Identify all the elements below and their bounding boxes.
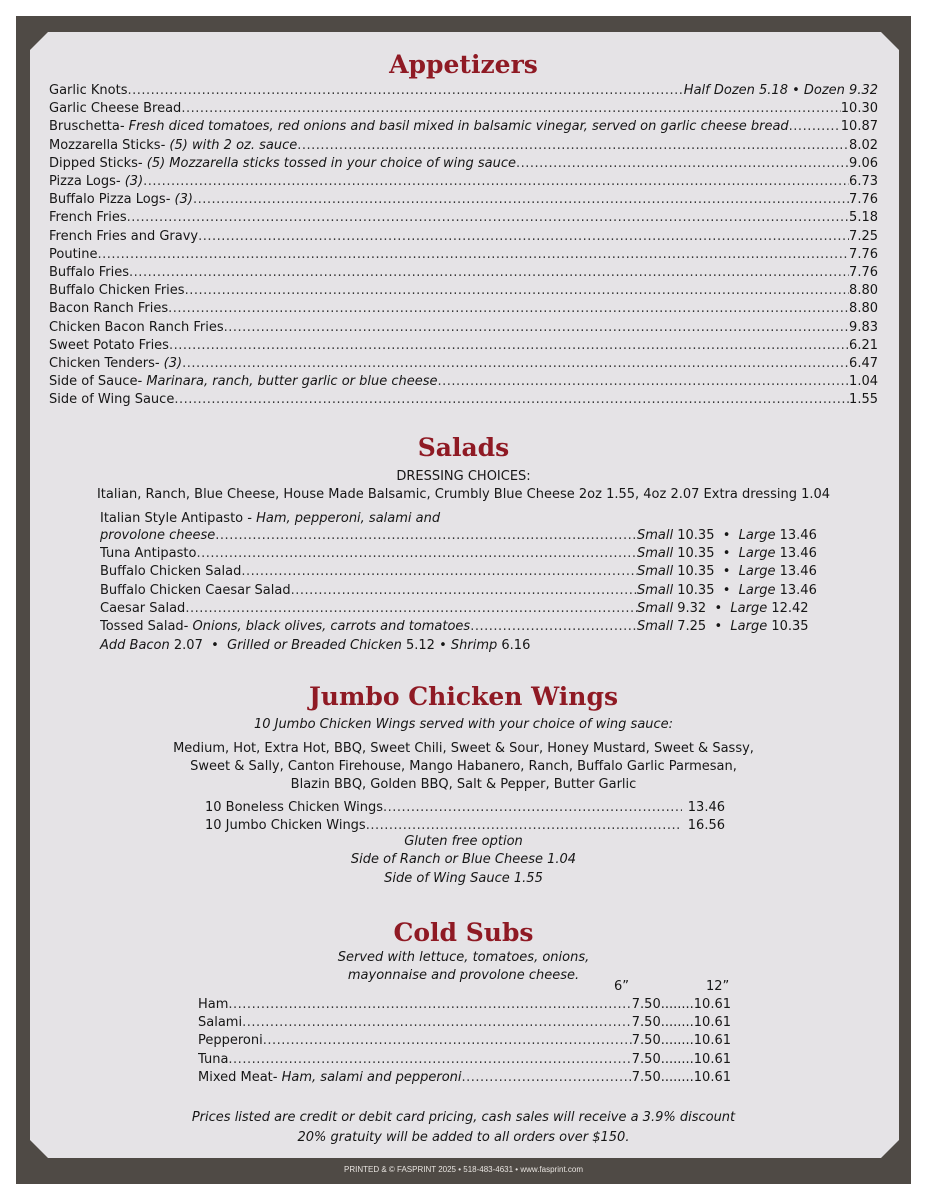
leader-dots [182,356,849,371]
item-name: Poutine [49,246,98,262]
leader-dots [366,818,682,833]
twelve-inch-price: 10.61 [693,997,731,1012]
salad-prices: Small 10.35 • Large 13.46 [637,564,817,580]
salad-addons: Add Bacon 2.07 • Grilled or Breaded Chicken 5.12 • Shrimp 6.16 [100,638,531,653]
wings-sauces-line2: Sweet & Sally, Canton Firehouse, Mango Habanero, Ranch, Buffalo Garlic Parmesan, [190,759,737,774]
addon-shrimp-price: 6.16 [501,638,531,653]
leader-dots [228,1052,631,1067]
appetizer-row [49,283,878,301]
large-price: 13.46 [779,528,817,543]
item-description: - (3) [115,174,144,189]
large-label: Large [738,528,776,543]
salad-prices: Small 10.35 • Large 13.46 [637,528,817,543]
item-name: 10 Jumbo Chicken Wings [205,818,366,834]
item-name: Tuna Antipasto [100,546,197,562]
antipasto-title [100,511,440,526]
leader-dots [215,528,637,543]
item-price: 8.80 [849,283,878,299]
leader-dots: ........ [660,997,694,1012]
leader-dots [516,156,849,171]
small-price: 10.35 [677,528,715,543]
small-label: Small [637,528,674,543]
item-description: - (3) [154,356,183,371]
wing-row [205,800,725,818]
appetizer-row [49,138,878,156]
leader-dots [127,83,683,98]
salad-prices: Small 10.35 • Large 13.46 [637,582,817,598]
leader-dots: ........ [660,1051,694,1067]
leader-dots [224,320,849,335]
dressing-heading: DRESSING CHOICES: [396,469,531,484]
leader-dots [129,265,849,280]
salad-prices: Small 10.35 • Large 13.46 [637,546,817,562]
dressing-list: Italian, Ranch, Blue Cheese, House Made Balsamic, Crumbly Blue Cheese 2oz 1.55, 4oz 2.07 Extra dressing 1.04 [96,487,831,502]
item-name: Buffalo Pizza Logs [49,192,166,208]
large-price: 12.42 [771,600,809,616]
addon-shrimp-label: Shrimp [450,638,498,653]
item-name: Buffalo Chicken Fries [49,283,185,299]
addon-chicken-price: 5.12 [405,638,435,653]
small-label: Small [637,619,674,634]
item-description: - Fresh diced tomatoes, red onions and basil mixed in balsamic vinegar, served on garlic cheese bread [119,119,789,135]
item-price: 9.06 [849,155,878,171]
salads-title: Salads [417,433,510,462]
appetizer-row [49,174,878,192]
item-name: Dipped Sticks [49,155,138,171]
item-name: 10 Boneless Chicken Wings [205,800,384,815]
item-name: Side of Wing Sauce [49,392,175,408]
small-label: Small [637,600,674,616]
leader-dots [127,210,849,225]
salad-row [100,619,830,637]
large-price: 13.46 [779,546,817,562]
sub-row [198,1033,731,1051]
leader-dots [174,392,849,407]
item-name: Buffalo Chicken Salad [100,564,242,580]
addon-bacon-label: Add Bacon [100,638,170,653]
item-price: 8.80 [849,301,878,317]
leader-dots [168,301,849,316]
appetizer-row [49,229,878,247]
item-price: 6.73 [849,174,878,189]
appetizer-row [49,192,878,210]
wings-gluten-free: Gluten free option [404,834,523,849]
twelve-inch-price: 10.61 [693,1051,731,1067]
large-label: Large [738,546,776,562]
item-name: Salami [198,1015,243,1031]
six-inch-price: 7.50 [631,997,661,1012]
item-name: Mixed Meat [198,1069,273,1085]
small-price: 9.32 [677,600,707,616]
item-name: Chicken Bacon Ranch Fries [49,319,224,335]
gratuity-note: 20% gratuity will be added to all orders over $150. [297,1130,630,1145]
item-description: - (3) [165,192,193,208]
item-price: 7.76 [849,192,878,208]
leader-dots: ........ [660,1069,694,1085]
leader-dots [169,338,849,353]
leader-dots [185,283,849,298]
leader-dots [438,374,850,389]
large-price: 13.46 [779,564,817,580]
wings-sauces-line3: Blazin BBQ, Golden BBQ, Salt & Pepper, Butter Garlic [290,777,637,792]
leader-dots [242,1015,632,1030]
six-inch-price: 7.50 [631,1051,661,1067]
size-12-label: 12” [706,979,730,994]
item-price: 16.56 [687,818,725,834]
item-name: Mozzarella Sticks [49,137,161,153]
appetizer-row [49,374,878,392]
leader-dots [193,192,849,207]
item-price: 1.55 [849,392,878,408]
cold-subs-title: Cold Subs [393,918,534,947]
leader-dots [297,138,849,153]
item-description: - (5) Mozzarella sticks tossed in your choice of wing sauce [137,155,517,171]
item-name: Pizza Logs [49,174,116,189]
small-price: 10.35 [677,546,715,562]
item-name: Pepperoni [198,1033,263,1049]
wings-sauces-line1: Medium, Hot, Extra Hot, BBQ, Sweet Chili, Sweet & Sour, Honey Mustard, Sweet & Sassy, [173,741,754,756]
appetizer-row [49,247,878,265]
item-description: - (5) with 2 oz. sauce [160,137,298,153]
small-label: Small [637,564,674,580]
appetizer-row [49,392,878,410]
item-description: - Onions, black olives, carrots and tomatoes [183,619,471,634]
leader-dots [228,997,631,1012]
large-label: Large [730,619,768,634]
leader-dots: ........ [660,1015,694,1031]
twelve-inch-price: 10.61 [693,1069,731,1085]
sub-row [198,1070,731,1088]
item-name: French Fries and Gravy [49,228,199,244]
leader-dots [383,800,682,815]
sub-row [198,997,731,1015]
leader-dots [143,174,849,189]
item-name: French Fries [49,210,127,226]
item-name: Buffalo Fries [49,265,130,280]
large-price: 13.46 [779,582,817,598]
salad-prices: Small 7.25 • Large 10.35 [637,619,809,634]
pricing-note: Prices listed are credit or debit card pricing, cash sales will receive a 3.9% discount [191,1110,736,1125]
cold-subs-subtitle-2: mayonnaise and provolone cheese. [347,968,580,983]
item-price: 13.46 [687,800,725,815]
item-price: 10.87 [840,119,878,135]
item-price: 7.76 [849,265,878,280]
item-description: - Ham, salami and pepperoni [272,1069,462,1085]
salad-row [100,564,830,582]
item-price: Half Dozen 5.18 • Dozen 9.32 [683,83,878,98]
wings-title: Jumbo Chicken Wings [308,682,619,711]
item-name: Ham [198,997,229,1012]
sub-row [198,1015,731,1033]
leader-dots [470,619,637,634]
salad-row [100,528,830,546]
item-price: 10.30 [840,101,878,117]
leader-dots [196,546,637,561]
leader-dots [462,1070,632,1085]
salad-row [100,583,830,601]
antipasto-desc: - Ham, pepperoni, salami and [243,511,441,526]
item-name: Bruschetta [49,119,120,135]
item-name: Bacon Ranch Fries [49,301,169,317]
item-price: 6.47 [849,356,878,371]
twelve-inch-price: 10.61 [693,1033,731,1049]
appetizer-row [49,210,878,228]
small-price: 10.35 [677,582,715,598]
appetizer-row [49,265,878,283]
addon-chicken-label: Grilled or Breaded Chicken [227,638,402,653]
leader-dots [241,564,637,579]
small-price: 10.35 [677,564,715,580]
appetizer-row [49,101,878,119]
addon-bacon-price: 2.07 [173,638,203,653]
item-name: Tuna [198,1051,229,1067]
sub-row [198,1052,731,1070]
salad-row [100,546,830,564]
appetizer-row [49,301,878,319]
wings-side-ranch: Side of Ranch or Blue Cheese 1.04 [350,852,577,867]
leader-dots [198,229,849,244]
appetizer-row [49,156,878,174]
item-name: Buffalo Chicken Caesar Salad [100,582,291,598]
leader-dots [181,101,840,116]
large-label: Large [738,564,776,580]
small-price: 7.25 [677,619,707,634]
appetizer-row [49,83,878,101]
item-description: provolone cheese [100,528,216,543]
leader-dots [789,119,841,134]
item-price: 6.21 [849,337,878,353]
wings-subtitle: 10 Jumbo Chicken Wings served with your choice of wing sauce: [253,717,674,732]
item-name: Tossed Salad [100,619,184,634]
appetizer-row [49,356,878,374]
item-name: Chicken Tenders [49,356,155,371]
leader-dots [291,583,637,598]
item-name: Caesar Salad [100,600,186,616]
printer-footer: PRINTED & © FASPRINT 2025 • 518-483-4631 • www.fasprint.com [344,1165,583,1174]
leader-dots: ........ [660,1033,694,1049]
appetizer-row [49,119,878,137]
small-label: Small [637,546,674,562]
large-label: Large [738,582,776,598]
cold-subs-subtitle-1: Served with lettuce, tomatoes, onions, [337,950,590,965]
twelve-inch-price: 10.61 [693,1015,731,1031]
leader-dots [98,247,850,262]
salad-row [100,601,830,619]
appetizer-row [49,338,878,356]
wings-side-sauce: Side of Wing Sauce 1.55 [384,871,543,886]
item-price: 9.83 [849,319,878,335]
appetizers-title: Appetizers [389,50,538,79]
item-price: 8.02 [849,137,878,153]
six-inch-price: 7.50 [631,1033,661,1049]
six-inch-price: 7.50 [631,1069,661,1085]
size-6-label: 6” [614,979,630,994]
salad-prices: Small 9.32 • Large 12.42 [637,600,809,616]
item-price: 5.18 [849,210,878,226]
item-description: - Marinara, ranch, butter garlic or blue cheese [137,374,438,390]
item-price: 1.04 [849,374,878,390]
item-price: 7.25 [849,228,878,244]
large-price: 10.35 [771,619,809,634]
item-name: Garlic Knots [49,83,128,98]
leader-dots [185,601,637,616]
item-price: 7.76 [849,246,878,262]
item-name: Sweet Potato Fries [49,337,169,353]
large-label: Large [730,600,768,616]
antipasto-name: Italian Style Antipasto [100,511,244,526]
six-inch-price: 7.50 [631,1015,661,1031]
leader-dots [263,1033,632,1048]
appetizer-row [49,320,878,338]
small-label: Small [637,582,674,598]
item-name: Garlic Cheese Bread [49,101,182,117]
item-name: Side of Sauce [49,374,138,390]
